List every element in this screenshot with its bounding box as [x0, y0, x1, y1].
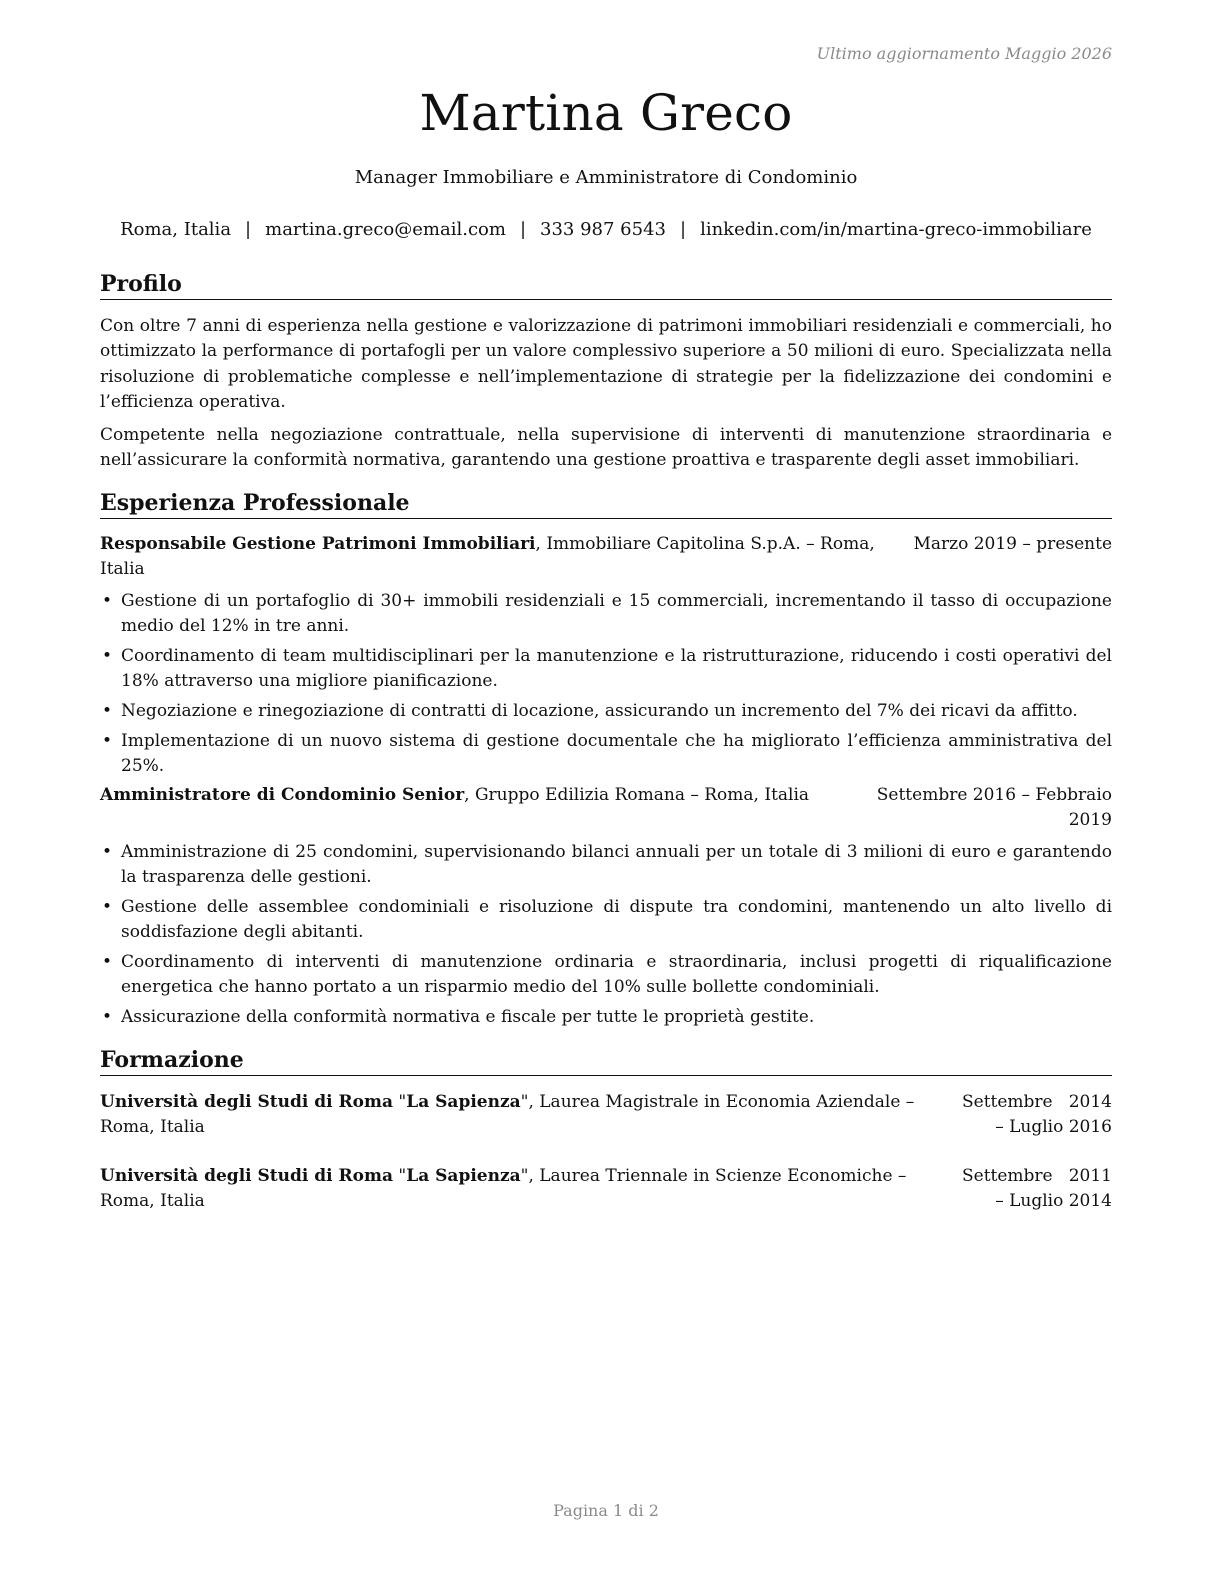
list-item	[100, 840, 1112, 891]
profile-paragraph: Con oltre 7 anni di esperienza nella gestione e valorizzazione di patrimoni immobiliari residenziali e commerciali, ho ottimizzato la performance di portafogli per un valore complessivo superiore a 50 milioni di euro. Specializzata nella risoluzione di problematiche complesse e nell’implementazione di strategie per la fidelizzazione dei condomini e l’efficienza operativa.	[100, 316, 1112, 412]
job-bullets	[100, 589, 1112, 780]
list-item	[100, 1005, 1112, 1030]
section-title-education: Formazione	[100, 1046, 1112, 1076]
job-title-line	[100, 532, 912, 583]
last-updated: Ultimo aggiornamento Maggio 2026	[816, 44, 1112, 63]
contact-separator: |	[679, 219, 687, 240]
contact-linkedin[interactable]: linkedin.com/in/martina-greco-immobiliare	[700, 219, 1092, 240]
education-header	[100, 1090, 1112, 1141]
list-item	[100, 699, 1112, 724]
job-company: , Gruppo Edilizia Romana – Roma, Italia	[464, 785, 810, 805]
job-entry	[100, 783, 1112, 1035]
bullet-icon: •	[102, 841, 113, 862]
contact-separator: |	[245, 219, 252, 240]
bullet-text: Negoziazione e rinegoziazione di contratti di locazione, assicurando un incremento del 7% dei ricavi da affitto.	[121, 700, 1078, 721]
job-dates: Marzo 2019 – presente	[913, 534, 1112, 554]
page-number: Pagina 1 di 2	[553, 1501, 659, 1520]
bullet-icon: •	[102, 730, 113, 751]
profile-paragraph: Competente nella negoziazione contrattuale, nella supervisione di interventi di manutenzione straordinaria e nell’assicurare la conformità normativa, garantendo una gestione proattiva e trasparente degli asset immobiliari.	[100, 425, 1112, 471]
quote-mark: "	[393, 1166, 407, 1186]
degree-text: ", Laurea Magistrale in Economia Aziendale – Roma, Italia	[100, 1092, 915, 1138]
resume-page	[100, 0, 1112, 1584]
education-dates: Settembre 2011 – Luglio 2014	[962, 1166, 1112, 1212]
degree-text: ", Laurea Triennale in Scienze Economiche – Roma, Italia	[100, 1166, 907, 1212]
job-dates: Settembre 2016 – Febbraio 2019	[876, 785, 1112, 831]
job-header	[100, 783, 1112, 834]
education-entry	[100, 1164, 1112, 1215]
education-header	[100, 1164, 1112, 1215]
school-name-part: La Sapienza	[406, 1166, 521, 1186]
contact-email[interactable]: martina.greco@email.com	[265, 219, 506, 240]
school-name: Università degli Studi di Roma	[100, 1092, 394, 1112]
section-title-profile: Profilo	[100, 270, 1112, 300]
bullet-icon: •	[102, 700, 113, 721]
contact-separator: |	[519, 219, 527, 240]
job-entry	[100, 532, 1112, 784]
bullet-icon: •	[102, 645, 113, 666]
job-bullets	[100, 840, 1112, 1031]
list-item	[100, 895, 1112, 946]
bullet-text: Amministrazione di 25 condomini, supervisionando bilanci annuali per un totale di 3 milioni di euro e garantendo la trasparenza delle gestioni.	[121, 841, 1112, 887]
job-role: Responsabile Gestione Patrimoni Immobiliari	[100, 534, 536, 554]
school-name: Università degli Studi di Roma	[100, 1166, 394, 1186]
job-role: Amministratore di Condominio Senior	[100, 785, 465, 805]
bullet-icon: •	[102, 896, 113, 917]
bullet-icon: •	[102, 590, 113, 611]
school-name-part: La Sapienza	[406, 1092, 521, 1112]
education-title-line	[100, 1164, 962, 1215]
list-item	[100, 950, 1112, 1001]
candidate-subtitle: Manager Immobiliare e Amministratore di Condominio	[354, 167, 858, 188]
job-title-line	[100, 783, 872, 808]
list-item	[100, 589, 1112, 640]
bullet-text: Assicurazione della conformità normativa e fiscale per tutte le proprietà gestite.	[121, 1006, 815, 1027]
list-item	[100, 644, 1112, 695]
quote-mark: "	[393, 1092, 407, 1112]
job-company: , Immobiliare Capitolina S.p.A. – Roma, Italia	[100, 534, 875, 580]
bullet-text: Gestione di un portafoglio di 30+ immobili residenziali e 15 commerciali, incrementando il tasso di occupazione medio del 12% in tre anni.	[121, 590, 1112, 636]
contact-phone: 333 987 6543	[540, 219, 666, 240]
bullet-icon: •	[102, 951, 113, 972]
profile-section	[100, 314, 1112, 482]
bullet-icon: •	[102, 1006, 113, 1027]
contact-line	[100, 219, 1112, 240]
candidate-name: Martina Greco	[419, 84, 793, 142]
education-entry	[100, 1090, 1112, 1141]
job-header	[100, 532, 1112, 583]
bullet-text: Gestione delle assemblee condominiali e risoluzione di dispute tra condomini, mantenendo un alto livello di soddisfazione degli abitanti.	[121, 896, 1112, 942]
bullet-text: Implementazione di un nuovo sistema di gestione documentale che ha migliorato l’efficienza amministrativa del 25%.	[121, 730, 1112, 776]
bullet-text: Coordinamento di team multidisciplinari per la manutenzione e la ristrutturazione, riducendo i costi operativi del 18% attraverso una migliore pianificazione.	[121, 645, 1112, 691]
bullet-text: Coordinamento di interventi di manutenzione ordinaria e straordinaria, inclusi progetti di riqualificazione energetica che hanno portato a un risparmio medio del 10% sulle bollette condominiali.	[121, 951, 1112, 998]
section-title-experience: Esperienza Professionale	[100, 489, 1112, 519]
education-dates: Settembre 2014 – Luglio 2016	[962, 1092, 1112, 1138]
contact-location: Roma, Italia	[120, 219, 232, 240]
education-title-line	[100, 1090, 962, 1141]
list-item	[100, 729, 1112, 780]
